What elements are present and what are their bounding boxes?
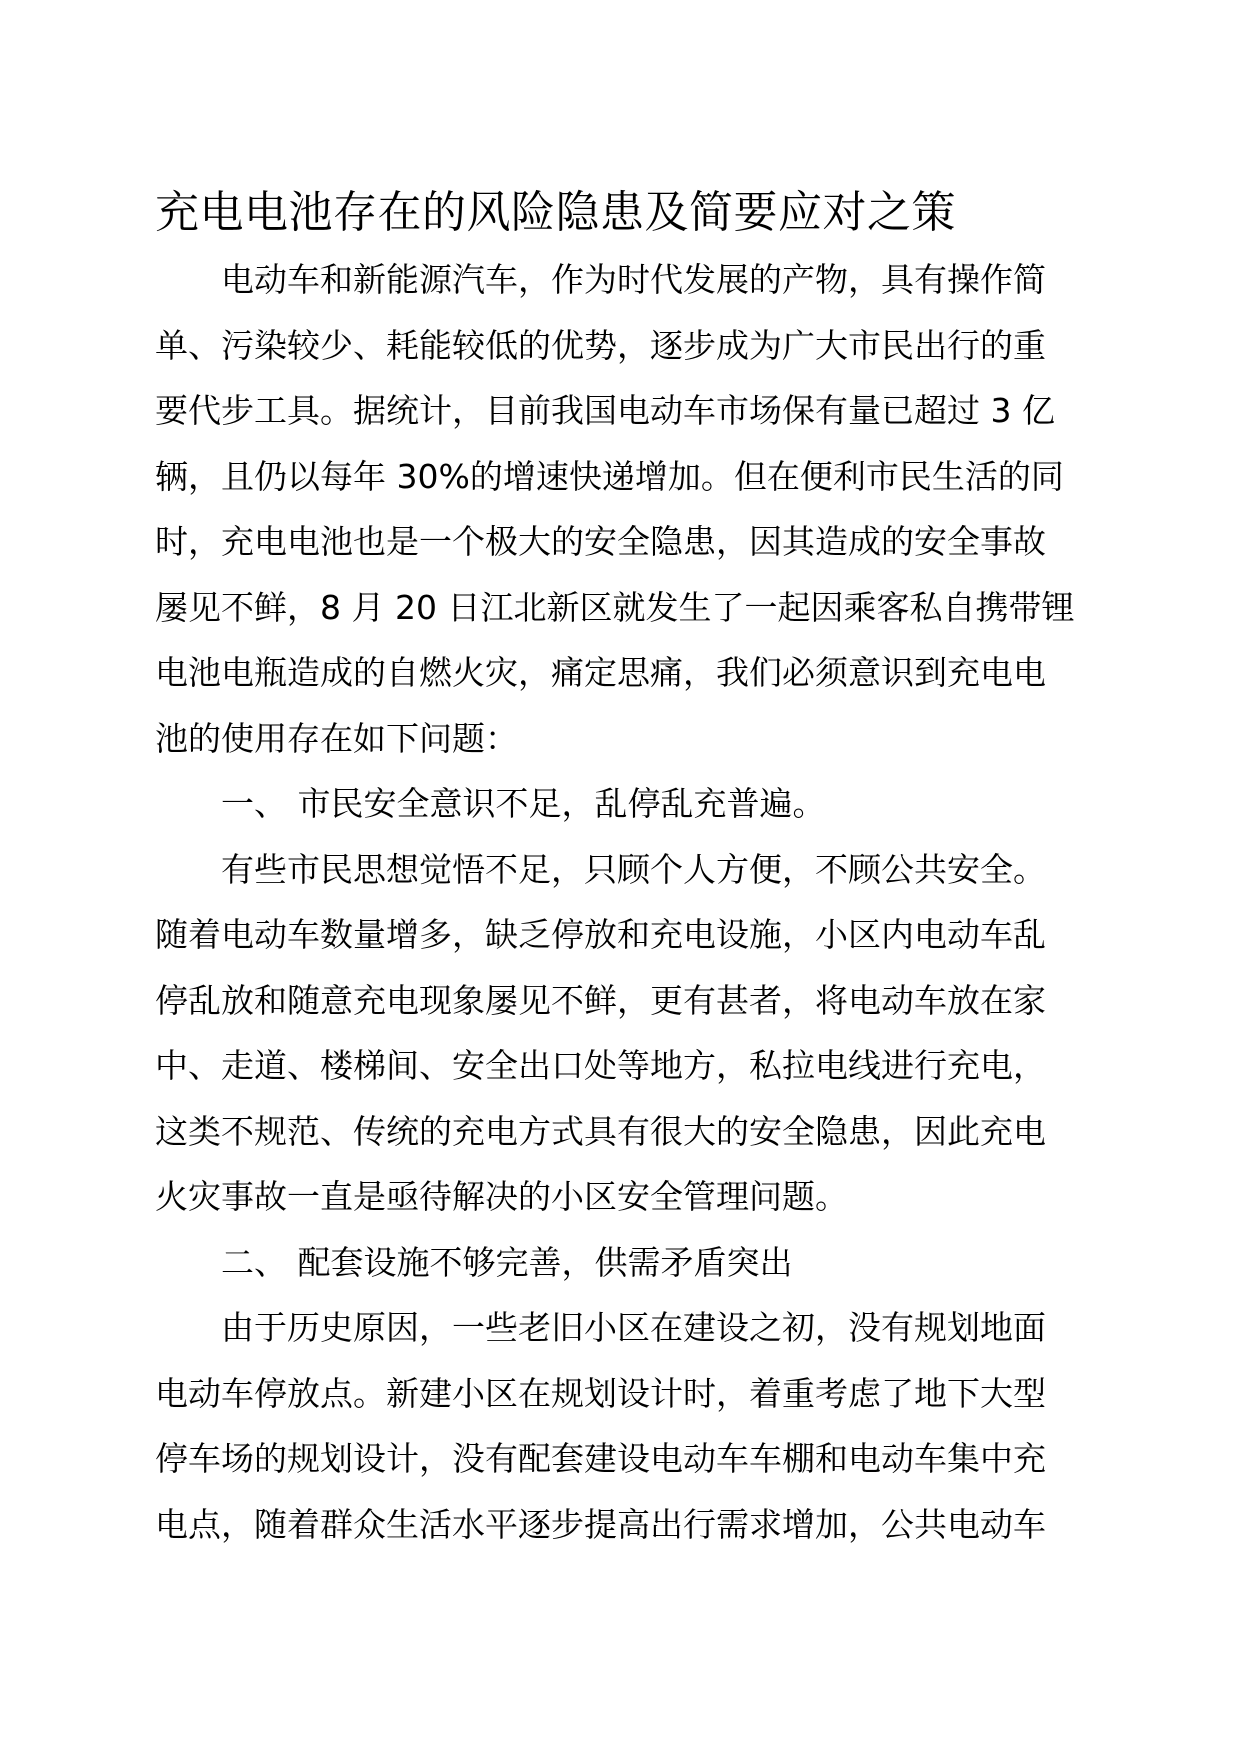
paragraph-intro-line-5: 时，充电电池也是一个极大的安全隐患，因其造成的安全事故 bbox=[155, 522, 1046, 561]
section-2-line-1: 由于历史原因，一些老旧小区在建设之初，没有规划地面 bbox=[221, 1308, 1046, 1347]
section-heading-1: 一、 市民安全意识不足，乱停乱充普遍。 bbox=[221, 784, 826, 823]
paragraph-intro-line-7: 电池电瓶造成的自燃火灾，痛定思痛，我们必须意识到充电电 bbox=[155, 653, 1046, 692]
section-1-line-4: 中、走道、楼梯间、安全出口处等地方，私拉电线进行充电， bbox=[155, 1046, 1046, 1085]
section-1-line-5: 这类不规范、传统的充电方式具有很大的安全隐患，因此充电 bbox=[155, 1111, 1046, 1151]
section-1-line-6: 火灾事故一直是亟待解决的小区安全管理问题。 bbox=[155, 1177, 848, 1216]
paragraph-intro-line-1: 电动车和新能源汽车，作为时代发展的产物，具有操作简 bbox=[221, 260, 1046, 299]
document-body bbox=[155, 247, 1085, 1557]
section-1-line-1: 有些市民思想觉悟不足，只顾个人方便，不顾公共安全。 bbox=[221, 849, 1046, 889]
section-heading-2: 二、 配套设施不够完善，供需矛盾突出 bbox=[221, 1242, 793, 1282]
section-1-line-2: 随着电动车数量增多，缺乏停放和充电设施，小区内电动车乱 bbox=[155, 915, 1046, 954]
paragraph-intro-line-8: 池的使用存在如下问题： bbox=[155, 718, 518, 758]
paragraph-intro-line-6: 屡见不鲜，8 月 20 日江北新区就发生了一起因乘客私自携带锂 bbox=[155, 587, 1075, 627]
document-title: 充电电池存在的风险隐患及简要应对之策 bbox=[155, 187, 956, 238]
section-2-line-3: 停车场的规划设计，没有配套建设电动车车棚和电动车集中充 bbox=[155, 1439, 1046, 1478]
section-2-line-4: 电点，随着群众生活水平逐步提高出行需求增加，公共电动车 bbox=[155, 1504, 1046, 1544]
section-1-line-3: 停乱放和随意充电现象屡见不鲜，更有甚者，将电动车放在家 bbox=[155, 980, 1046, 1020]
paragraph-intro-line-4: 辆，且仍以每年 30%的增速快递增加。但在便利市民生活的同 bbox=[155, 456, 1064, 496]
section-2-line-2: 电动车停放点。新建小区在规划设计时，着重考虑了地下大型 bbox=[155, 1373, 1046, 1413]
paragraph-intro-line-2: 单、污染较少、耗能较低的优势，逐步成为广大市民出行的重 bbox=[155, 325, 1046, 365]
paragraph-intro-line-3: 要代步工具。据统计，目前我国电动车市场保有量已超过 3 亿 bbox=[155, 391, 1055, 430]
